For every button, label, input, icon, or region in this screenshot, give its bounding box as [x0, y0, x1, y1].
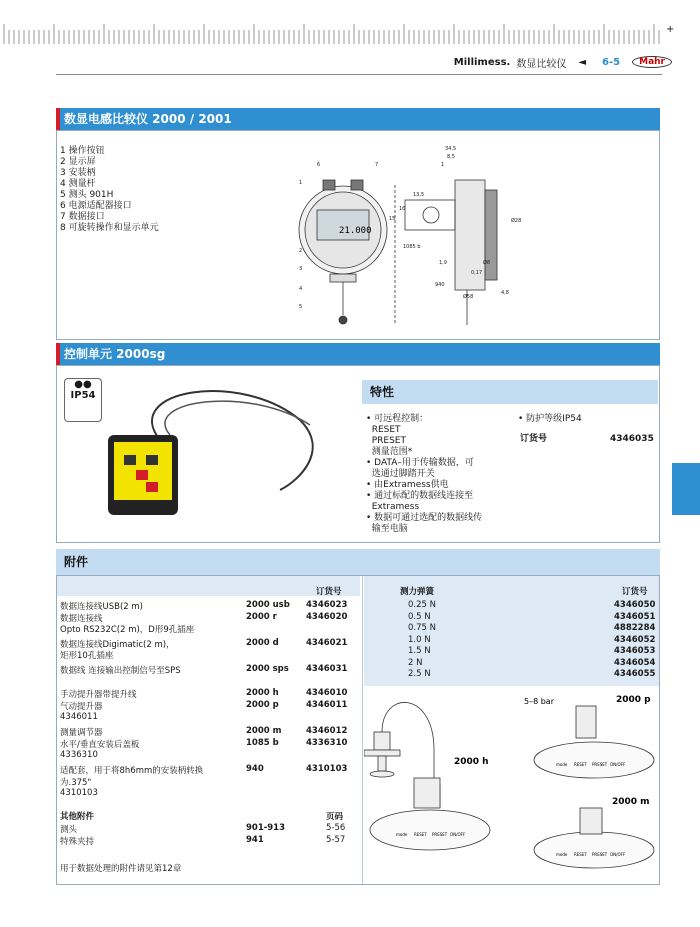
- dimension-label: Ø8: [483, 260, 491, 266]
- order-col-header: 订货号: [316, 587, 342, 597]
- spring-table: [364, 600, 658, 688]
- feature-item: • 通过标配的数据线连接至: [366, 491, 474, 501]
- unit-button-label: PRESET: [432, 832, 448, 837]
- callout-number: 4: [299, 286, 303, 292]
- accessory-order-no: 4346010: [306, 688, 348, 698]
- accessory-type: 2000 usb: [246, 600, 290, 610]
- feature-item: 输至电脑: [366, 524, 408, 534]
- unit-button-label: ON/OFF: [610, 852, 626, 857]
- part-item: 6 电源适配器接口: [60, 201, 132, 211]
- accessory-name: 气动提升器: [60, 702, 103, 712]
- accessory-type: 2000 m: [246, 726, 282, 736]
- feature-item: 选通过脚踏开关: [366, 469, 435, 479]
- accessory-name: 4336310: [60, 750, 98, 760]
- part-item: 1 操作按钮: [60, 146, 105, 156]
- page-col-header: 页码: [326, 812, 344, 822]
- section-title-2: 控制单元 2000sg: [56, 343, 660, 365]
- brand: Millimess.: [453, 56, 511, 68]
- feature-item: RESET: [366, 425, 401, 435]
- part-item: 5 测头 901H: [60, 190, 114, 200]
- header-subtitle: 数显比较仪: [516, 58, 567, 70]
- unit-button-label: mode: [556, 852, 568, 857]
- spring-force: 0.5 N: [408, 611, 431, 622]
- accessory-name: 手动提升器带提升线: [60, 690, 137, 700]
- dimension-label: 8,5: [447, 154, 455, 160]
- accessory-type: 2000 h: [246, 688, 279, 698]
- accessory-order-no: 4346021: [306, 638, 348, 648]
- callout-number: 3: [299, 266, 303, 272]
- unit-button-label: RESET: [574, 852, 587, 857]
- spring-order-no: 4346055: [614, 669, 656, 679]
- spring-order-no: 4346054: [614, 657, 656, 668]
- accessory-type: 940: [246, 764, 264, 774]
- display-value: 21.000: [339, 226, 372, 236]
- accessory-name: 数据连接线: [60, 614, 103, 624]
- other-type: 941: [246, 835, 264, 845]
- protection-class: • 防护等级IP54: [518, 414, 582, 424]
- comparator-drawing: [295, 140, 655, 335]
- bar-label: 5–8 bar: [524, 697, 554, 706]
- other-title: 其他附件: [60, 812, 95, 822]
- order-label: 订货号: [520, 434, 548, 444]
- accessory-order-no: 4346012: [306, 726, 348, 736]
- unit-button-label: ON/OFF: [450, 832, 466, 837]
- spring-order-no: 4346053: [614, 646, 656, 656]
- part-item: 2 显示屏: [60, 157, 96, 167]
- accessory-drawings: [364, 690, 658, 882]
- unit-button-label: RESET: [574, 762, 587, 767]
- section-title-3: 附件: [56, 549, 660, 575]
- section-number: 6-5: [602, 56, 621, 68]
- drops-icon: ●●: [74, 379, 92, 390]
- other-page: 5-57: [326, 835, 346, 845]
- spring-order-no: 4882284: [614, 623, 656, 633]
- order-number: 4346035: [610, 434, 654, 444]
- dimension-label: 1085 b: [403, 244, 421, 250]
- column-divider: [362, 576, 363, 884]
- feature-item: • 数据可通过选配的数据线传: [366, 513, 483, 523]
- mahr-logo: Mahr: [632, 56, 672, 68]
- unit-button-label: mode: [556, 762, 568, 767]
- other-type: 901-913: [246, 823, 286, 833]
- feature-item: 测量范围*: [366, 447, 413, 457]
- features-list: [366, 414, 506, 535]
- spring-title: 测力弹簧: [400, 587, 435, 597]
- part-item: 3 安装柄: [60, 168, 96, 178]
- spring-force: 0.75 N: [408, 623, 436, 633]
- accessory-type: 2000 r: [246, 612, 277, 622]
- dimension-label: 940: [435, 282, 445, 288]
- accessory-name: 数据连接线USB(2 m): [60, 602, 143, 612]
- feature-item: PRESET: [366, 436, 406, 446]
- label-2000p: 2000 p: [616, 695, 651, 705]
- header-rule: [56, 74, 662, 75]
- dimension-label: 1,9: [439, 260, 447, 266]
- accessory-type: 2000 sps: [246, 664, 289, 674]
- dimension-label: 16: [399, 206, 406, 212]
- accessory-name: 适配套，用于将8h6mm的安装柄转换: [60, 766, 204, 776]
- section-title-1: 数显电感比较仪 2000 / 2001: [56, 108, 660, 130]
- accessory-name: 为.375": [60, 778, 92, 788]
- feature-item: Extramess: [366, 502, 420, 512]
- dimension-label: Ø28: [511, 218, 522, 224]
- accessory-order-no: 4336310: [306, 738, 348, 748]
- dimension-label: 13,5: [413, 192, 425, 198]
- accessory-order-no: 4346011: [306, 700, 348, 710]
- plus-mark: +: [666, 24, 675, 35]
- other-name: 特殊夹持: [60, 837, 95, 847]
- ip54-badge: ●● IP54: [64, 378, 102, 422]
- accessory-type: 1085 b: [246, 738, 279, 748]
- dimension-label: 0,17: [471, 270, 483, 276]
- accessory-name: 数据线 连接输出控制信号至SPS: [60, 666, 181, 676]
- accessory-order-no: 4346023: [306, 600, 348, 610]
- unit-button-label: PRESET: [592, 762, 608, 767]
- spring-force: 1.5 N: [408, 646, 431, 656]
- callout-number: 7: [375, 162, 379, 168]
- other-table: [60, 823, 356, 853]
- feature-item: • DATA–用于传输数据，可: [366, 458, 474, 468]
- callout-number: 5: [299, 304, 303, 310]
- unit-button-label: mode: [396, 832, 408, 837]
- accessory-name: 水平/垂直安装后盖板: [60, 740, 140, 750]
- accessory-order-no: 4310103: [306, 764, 348, 774]
- page-header: [454, 55, 672, 69]
- other-name: 测头: [60, 825, 78, 835]
- dimension-label: 15: [389, 216, 396, 222]
- spring-order-no: 4346050: [614, 600, 656, 610]
- part-item: 7 数据接口: [60, 212, 105, 222]
- accessory-name: 矩形10孔插座: [60, 651, 114, 661]
- dimension-label: 34,5: [445, 146, 457, 152]
- accessory-order-no: 4346031: [306, 664, 348, 674]
- spring-force: 2.5 N: [408, 669, 431, 679]
- arrow-icon: ◄: [578, 56, 587, 68]
- callout-number: 2: [299, 248, 303, 254]
- accessory-name: 数据连接线Digimatic(2 m)，: [60, 640, 175, 650]
- accessory-order-no: 4346020: [306, 612, 348, 622]
- part-item: 8 可旋转操作和显示单元: [60, 223, 159, 233]
- accessory-name: Opto RS232C(2 m)，D形9孔插座: [60, 625, 195, 635]
- callout-number: 1: [299, 180, 303, 186]
- unit-button-label: PRESET: [592, 852, 608, 857]
- accessory-name: 4310103: [60, 788, 98, 798]
- unit-button-label: RESET: [414, 832, 427, 837]
- footnote: 用于数据处理的附件请见第12章: [60, 864, 182, 874]
- spring-order-no: 4346052: [614, 634, 656, 645]
- accessory-type: 2000 p: [246, 700, 279, 710]
- table-head-bg: [57, 576, 360, 596]
- part-item: 4 测量杆: [60, 179, 96, 189]
- spring-force: 2 N: [408, 657, 423, 668]
- accessory-name: 测量调节器: [60, 728, 103, 738]
- other-page: 5-56: [326, 823, 346, 833]
- side-tab: [672, 463, 700, 515]
- top-ruler: [0, 24, 660, 44]
- spring-force: 0.25 N: [408, 600, 436, 610]
- parts-list: [60, 146, 159, 234]
- callout-number: 6: [317, 162, 321, 168]
- accessory-type: 2000 d: [246, 638, 279, 648]
- dimension-label: Ø58: [463, 294, 474, 300]
- dimension-label: 4,8: [501, 290, 509, 296]
- dimension-label: 1: [441, 162, 445, 168]
- spring-order-no: 4346051: [614, 611, 656, 622]
- feature-item: • 可远程控制：: [366, 414, 429, 424]
- label-2000h: 2000 h: [454, 757, 489, 767]
- accessory-table: [60, 600, 356, 810]
- accessory-name: 4346011: [60, 712, 98, 722]
- label-2000m: 2000 m: [612, 797, 650, 807]
- features-title: 特性: [362, 380, 658, 404]
- unit-button-label: ON/OFF: [610, 762, 626, 767]
- spring-force: 1.0 N: [408, 634, 431, 645]
- feature-item: • 由Extramess供电: [366, 480, 449, 490]
- spring-order-header: 订货号: [622, 587, 648, 597]
- control-unit-image: [100, 380, 350, 530]
